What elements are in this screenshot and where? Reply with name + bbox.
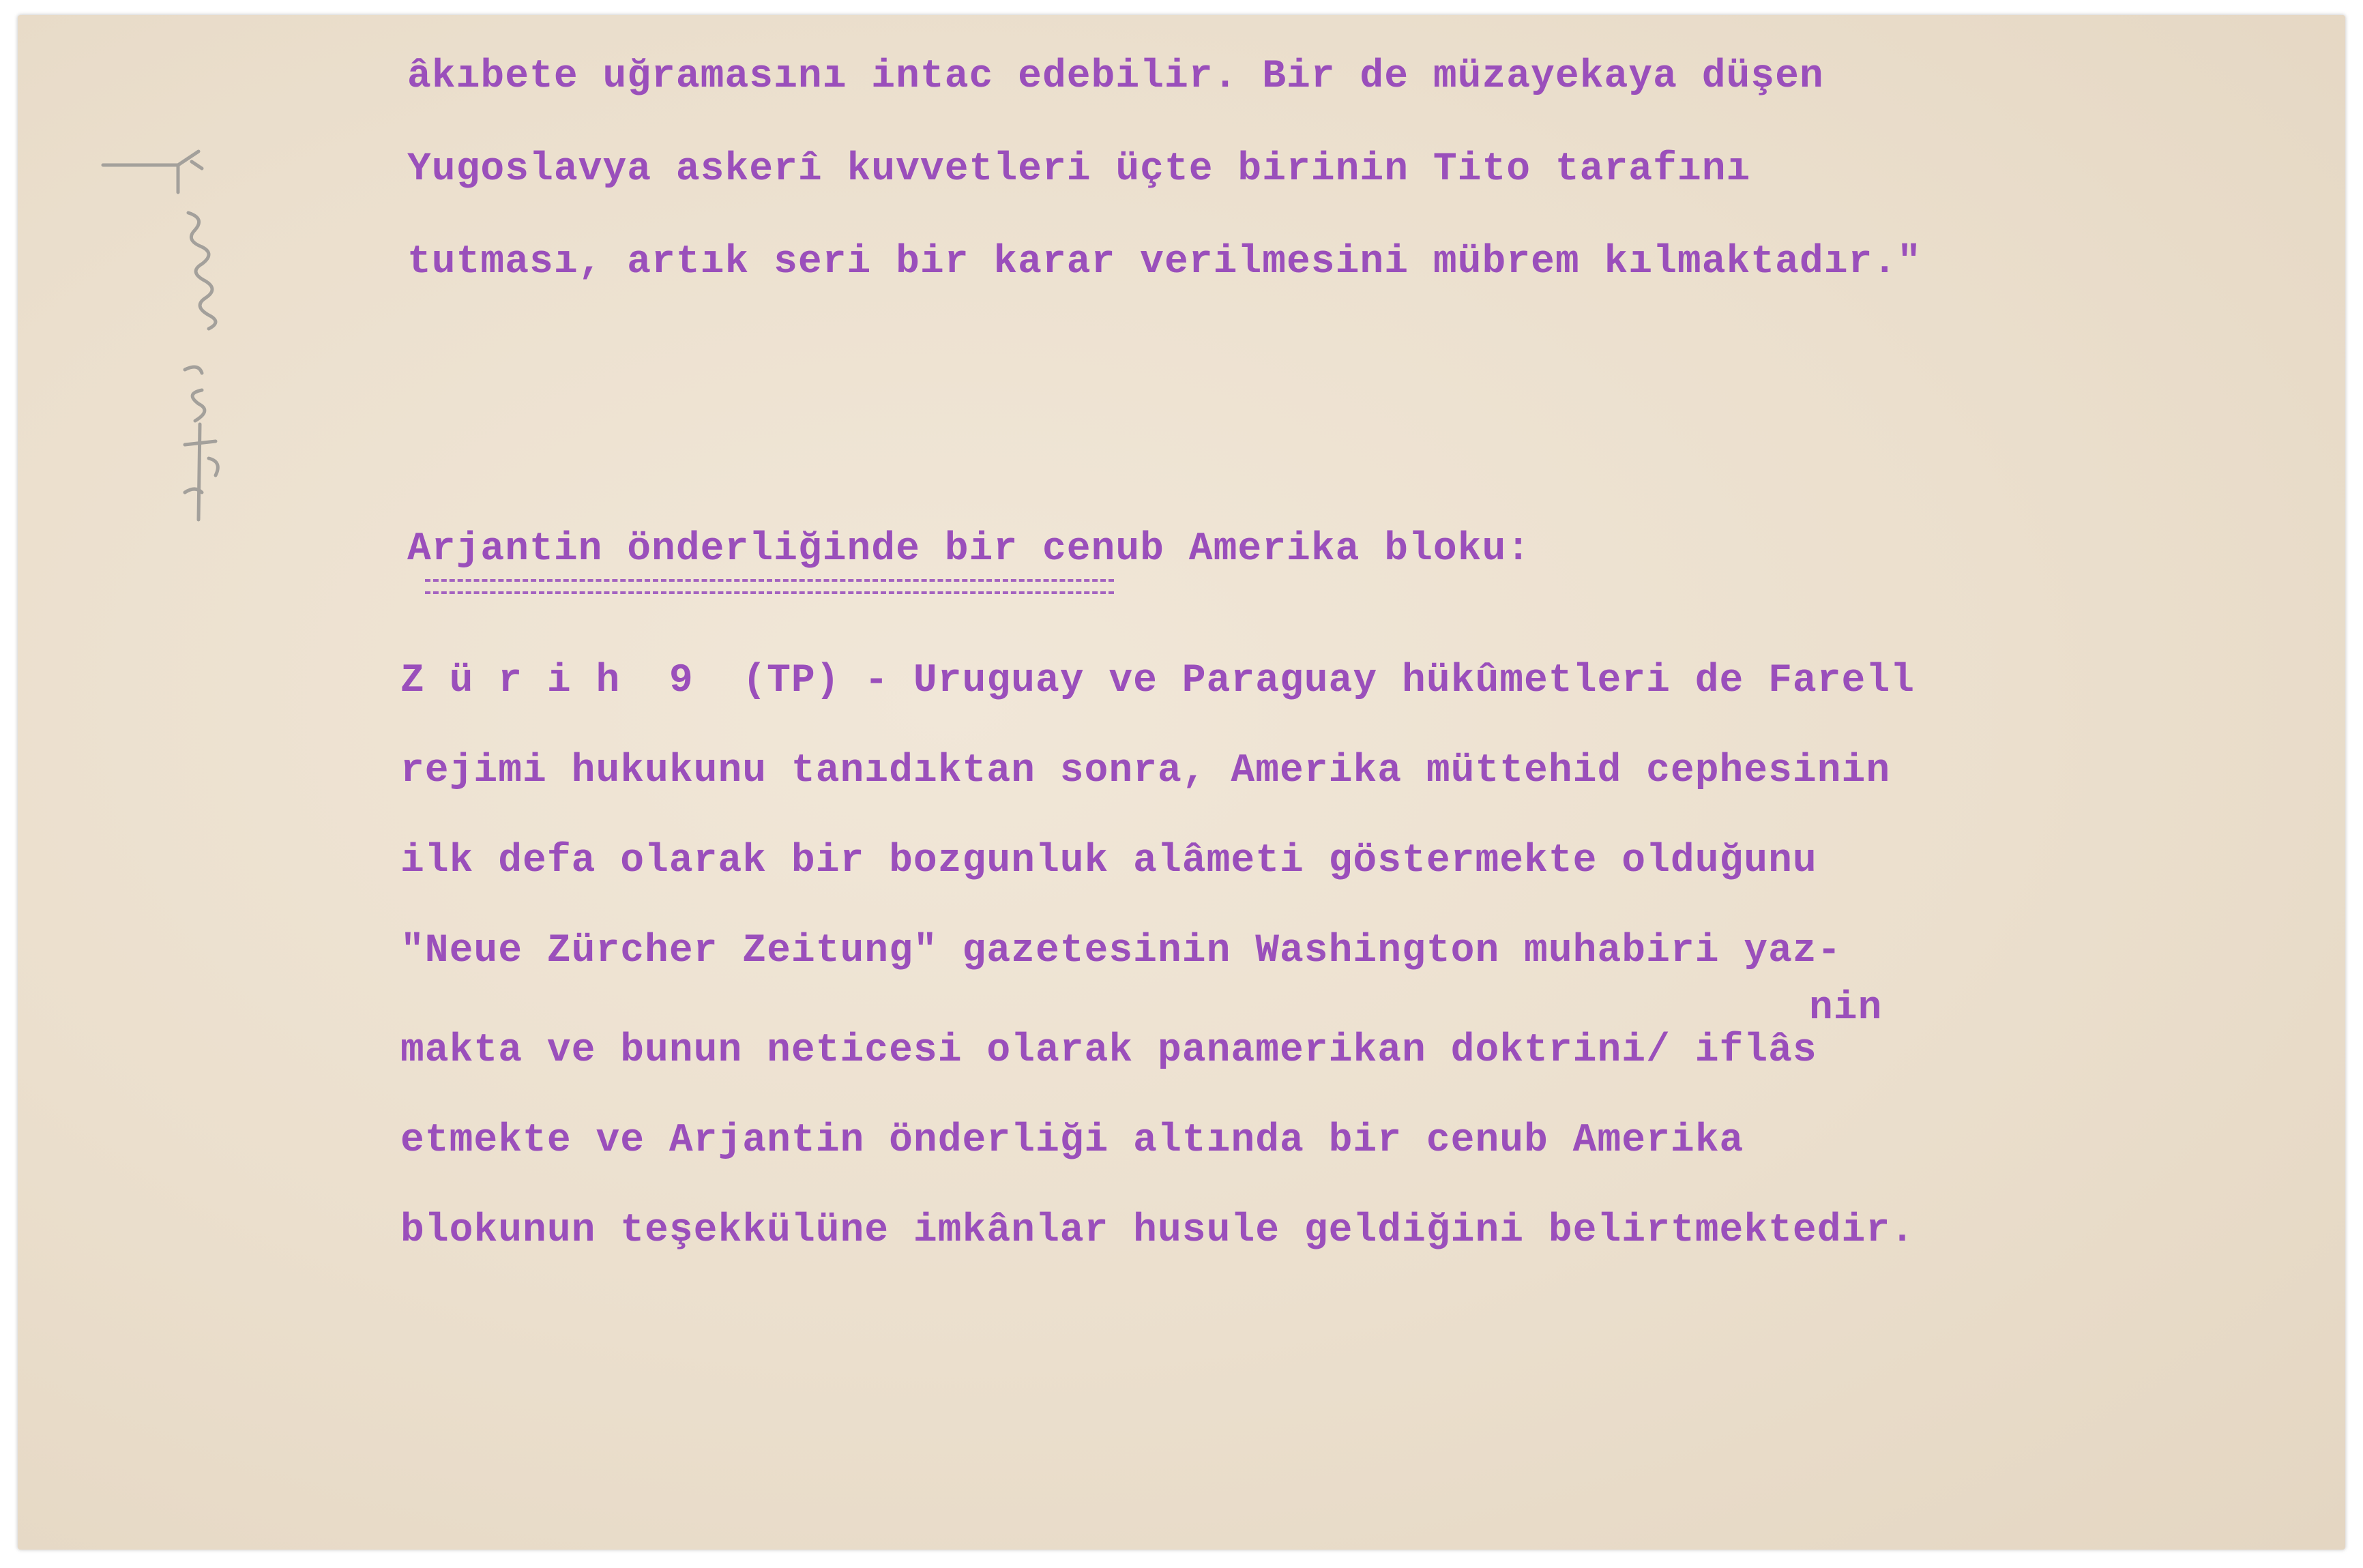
text-line-3: tutması, artık seri bir karar verilmesini mübrem kılmaktadır." [407, 240, 1922, 284]
heading-double-underline [425, 579, 1114, 594]
body-line-2: rejimi hukukunu tanıdıktan sonra, Amerika müttehid cephesinin [400, 749, 1891, 793]
body-line-3: ilk defa olarak bir bozgunluk alâmeti göstermekte olduğunu [400, 839, 1817, 883]
body-line-1: Z ü r i h 9 (TP) - Uruguay ve Paraguay hükûmetleri de Farell [400, 659, 1915, 703]
pencil-margin-note [83, 138, 260, 547]
text-line-1: âkıbete uğramasını intac edebilir. Bir de müzayekaya düşen [407, 55, 1824, 99]
text-line-2: Yugoslavya askerî kuvvetleri üçte birinin Tito tarafını [407, 147, 1751, 192]
body-line-4: "Neue Zürcher Zeitung" gazetesinin Washington muhabiri yaz- [400, 929, 1842, 973]
document-page [18, 15, 2345, 1550]
body-line-7: blokunun teşekkülüne imkânlar husule geldiğini belirtmektedir. [400, 1209, 1915, 1253]
section-heading: Arjantin önderliğinde bir cenub Amerika bloku: [407, 527, 1531, 572]
body-line-5: makta ve bunun neticesi olarak panamerikan doktrini/ iflâs [400, 1029, 1817, 1073]
body-line-6: etmekte ve Arjantin önderliği altında bir cenub Amerika [400, 1119, 1744, 1163]
interlinear-insertion: nin [1809, 986, 1883, 1031]
